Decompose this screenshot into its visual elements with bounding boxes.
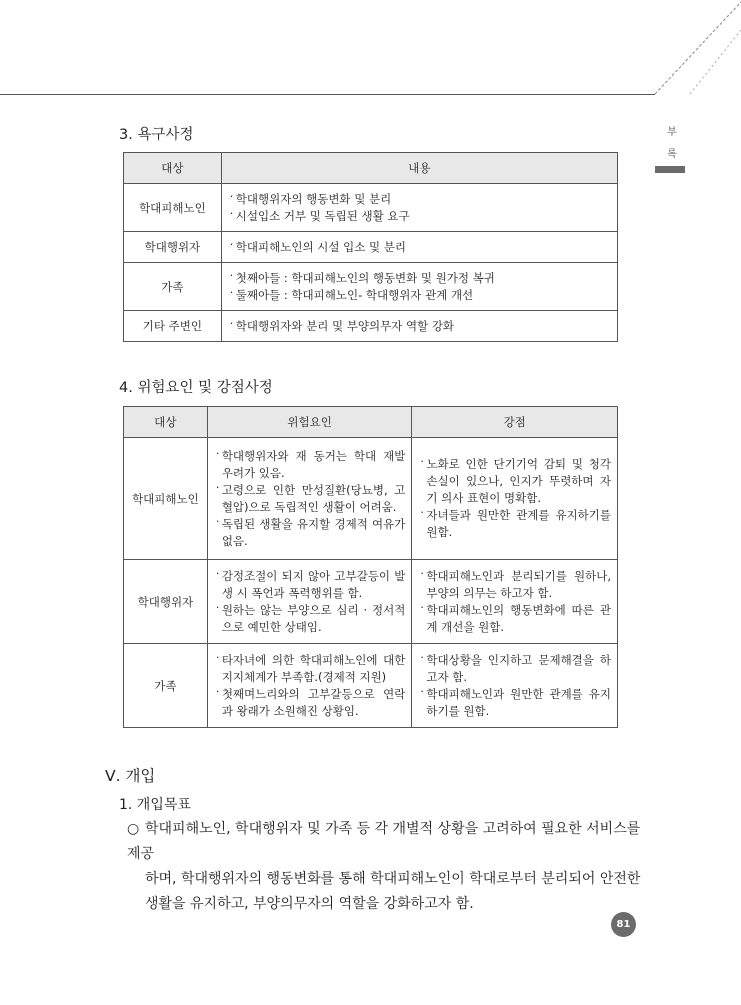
target-cell: 학대피해노인 — [124, 184, 222, 232]
content-cell — [221, 184, 617, 232]
risk-cell — [207, 438, 412, 560]
list-item: · 학대행위자와 재 동거는 학대 재발 우려가 있음. — [216, 448, 406, 482]
table-row — [124, 263, 618, 311]
table-row — [124, 232, 618, 263]
list-item: · 자녀들과 원만한 관계를 유지하기를 원함. — [420, 507, 611, 541]
side-tab-bar — [655, 166, 685, 173]
list-item: · 첫째며느리와의 고부갈등으로 연락과 왕래가 소원해진 상황임. — [216, 686, 406, 720]
list-item: · 독립된 생활을 유지할 경제적 여유가 없음. — [216, 516, 406, 550]
list-item: · 시설입소 거부 및 독립된 생활 요구 — [230, 208, 611, 225]
list-item: · 학대행위자와 분리 및 부양의무자 역할 강화 — [230, 318, 611, 335]
list-item: · 감정조절이 되지 않아 고부갈등이 발생 시 폭언과 폭력행위를 함. — [216, 568, 406, 602]
list-item: · 학대행위자의 행동변화 및 분리 — [230, 191, 611, 208]
target-cell: 기타 주변인 — [124, 311, 222, 342]
list-item: · 학대피해노인의 시설 입소 및 분리 — [230, 239, 611, 256]
list-item: · 고령으로 인한 만성질환(당뇨병, 고혈압)으로 독립적인 생활이 어려움. — [216, 482, 406, 516]
target-cell: 학대피해노인 — [124, 438, 208, 560]
list-item: · 학대피해노인과 분리되기를 원하나, 부양의 의무는 하고자 함. — [420, 568, 611, 602]
risk-cell — [207, 560, 412, 644]
header-cell: 대상 — [124, 407, 208, 438]
target-cell: 가족 — [124, 263, 222, 311]
strength-cell — [412, 644, 618, 728]
table-row — [124, 311, 618, 342]
goal-paragraph — [127, 817, 642, 917]
target-cell: 가족 — [124, 644, 208, 728]
paragraph-line: 학대피해노인, 학대행위자 및 가족 등 각 개별적 상황을 고려하여 필요한 서비스를 제공 — [127, 821, 641, 862]
side-tab-label-1: 부 — [667, 127, 677, 138]
list-item: · 노화로 인한 단기기억 감퇴 및 청각 손실이 있으나, 인지가 뚜렷하며 자기 의사 표현이 명확함. — [420, 456, 611, 507]
page-number: 81 — [611, 912, 636, 937]
table-header-row — [124, 153, 618, 184]
content-cell — [221, 232, 617, 263]
list-item: · 둘째아들 : 학대피해노인- 학대행위자 관계 개선 — [230, 287, 611, 304]
target-cell: 학대행위자 — [124, 232, 222, 263]
table-header-row — [124, 407, 618, 438]
table-row — [124, 438, 618, 560]
section4-title: 4. 위험요인 및 강점사정 — [119, 380, 273, 396]
content-cell — [221, 311, 617, 342]
strength-cell — [412, 560, 618, 644]
list-item: · 타자녀에 의한 학대피해노인에 대한 지지체계가 부족함.(경제적 지원) — [216, 652, 406, 686]
header-cell: 강점 — [412, 407, 618, 438]
header-cell: 대상 — [124, 153, 222, 184]
paragraph-line: 하며, 학대행위자의 행동변화를 통해 학대피해노인이 학대로부터 분리되어 안전한 — [145, 871, 641, 887]
appendix-side-tab[interactable] — [660, 122, 684, 166]
list-item: · 학대피해노인과 원만한 관계를 유지하기를 원함. — [420, 686, 611, 720]
list-item: · 학대피해노인의 행동변화에 따른 관계 개선을 원함. — [420, 602, 611, 636]
section5-subtitle: 1. 개입목표 — [119, 797, 191, 813]
strength-cell — [412, 438, 618, 560]
target-cell: 학대행위자 — [124, 560, 208, 644]
list-item: · 첫째아들 : 학대피해노인의 행동변화 및 원가정 복귀 — [230, 270, 611, 287]
content-cell — [221, 263, 617, 311]
table-row — [124, 644, 618, 728]
section3-title: 3. 욕구사정 — [119, 127, 194, 143]
risk-strength-table — [123, 406, 618, 728]
header-cell: 내용 — [221, 153, 617, 184]
risk-cell — [207, 644, 412, 728]
list-item: · 원하는 않는 부양으로 심리 · 정서적으로 예민한 상태임. — [216, 602, 406, 636]
paragraph-line: 생활을 유지하고, 부양의무자의 역할을 강화하고자 함. — [145, 896, 474, 912]
section5-title: Ⅴ. 개입 — [105, 767, 156, 785]
corner-decoration — [0, 0, 741, 100]
circle-bullet-icon: ○ — [127, 821, 140, 837]
table-row — [124, 184, 618, 232]
header-cell: 위험요인 — [207, 407, 412, 438]
list-item: · 학대상황을 인지하고 문제해결을 하고자 함. — [420, 652, 611, 686]
table-row — [124, 560, 618, 644]
needs-table — [123, 152, 618, 342]
side-tab-label-2: 록 — [667, 149, 677, 160]
